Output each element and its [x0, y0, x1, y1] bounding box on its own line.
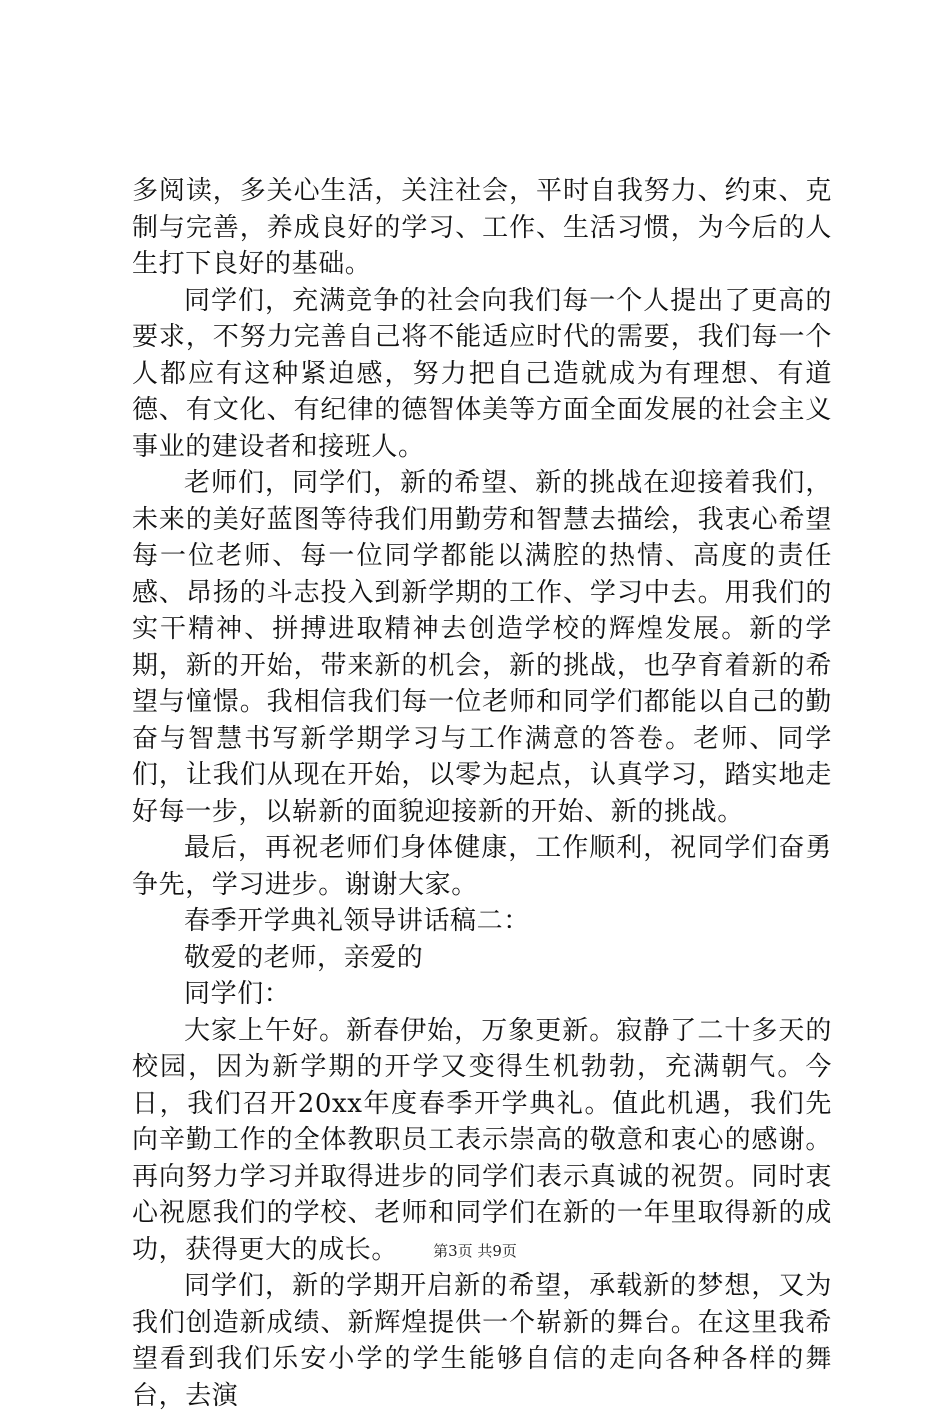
salutation-line-2: 同学们： [184, 979, 291, 1009]
paragraph-greeting: 大家上午好。新春伊始，万象更新。寂静了二十多天的校园，因为新学期的开学又变得生机勃勃，充满朝气。今日，我们召开20xx年度春季开学典礼。值此机遇，我们先向辛勤工作的全体教职员工表示崇高的敬意和衷心的感谢。再向努力学习并取得进步的同学们表示真诚的祝贺。同时衷心祝愿我们的学校、老师和同学们在新的一年里取得新的成功，获得更大的成长。 [132, 1015, 832, 1265]
page-number-footer: 第3页 共9页 [433, 1242, 517, 1260]
paragraph-new-semester: 同学们，新的学期开启新的希望，承载新的梦想，又为我们创造新成绩、新辉煌提供一个崭新的舞台。在这里我希望看到我们乐安小学的学生能够自信的走向各种各样的舞台，去演 [132, 1271, 832, 1411]
paragraph-closing-wishes: 最后，再祝老师们身体健康，工作顺利，祝同学们奋勇争先，学习进步。谢谢大家。 [132, 833, 832, 900]
salutation-line-1: 敬爱的老师，亲爱的 [184, 942, 424, 973]
paragraph-new-hopes: 老师们，同学们，新的希望、新的挑战在迎接着我们，未来的美好蓝图等待我们用勤劳和智慧去描绘，我衷心希望每一位老师、每一位同学都能以满腔的热情、高度的责任感、昂扬的斗志投入到新学期的工作、学习中去。用我们的实干精神、拼搏进取精神去创造学校的辉煌发展。新的学期，新的开始，带来新的机会，新的挑战，也孕育着新的希望与憧憬。我相信我们每一位老师和同学们都能以自己的勤奋与智慧书写新学期学习与工作满意的答卷。老师、同学们，让我们从现在开始，以零为起点，认真学习，踏实地走好每一步，以崭新的面貌迎接新的开始、新的挑战。 [132, 468, 832, 827]
paragraph-continuation: 多阅读，多关心生活，关注社会，平时自我努力、约束、克制与完善，养成良好的学习、工作、生活习惯，为今后的人生打下良好的基础。 [132, 176, 832, 279]
document-body [132, 173, 832, 1414]
paragraph-competition: 同学们，充满竞争的社会向我们每一个人提出了更高的要求，不努力完善自己将不能适应时代的需要，我们每一个人都应有这种紧迫感，努力把自己造就成为有理想、有道德、有文化、有纪律的德智体美等方面全面发展的社会主义事业的建设者和接班人。 [132, 285, 832, 462]
section-heading: 春季开学典礼领导讲话稿二： [184, 906, 530, 936]
